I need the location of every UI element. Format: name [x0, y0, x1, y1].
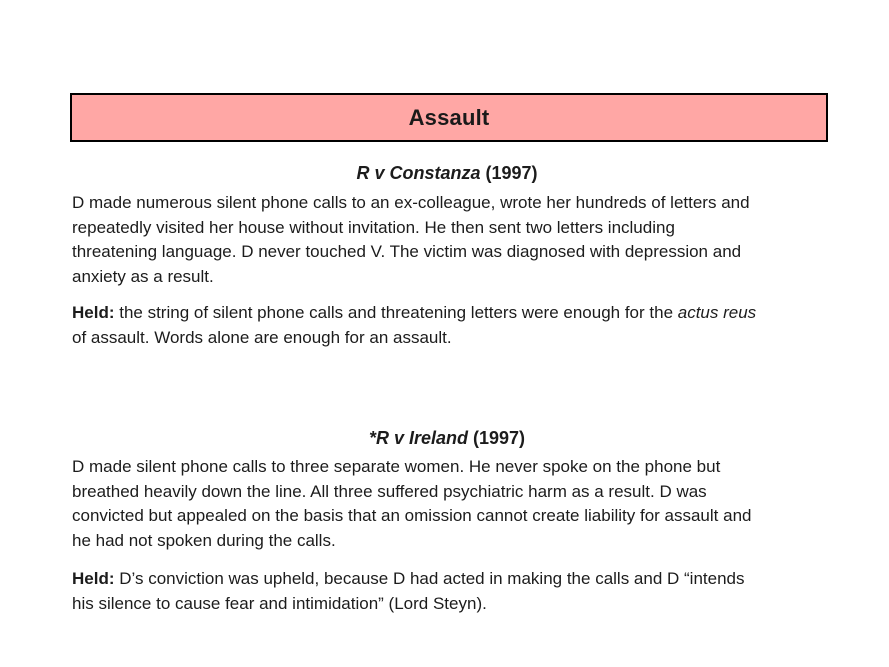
case-title-ireland: *R v Ireland (1997) — [368, 428, 526, 448]
case-held-constanza: Held: the string of silent phone calls and threatening letters were enough for the actus reus of assault. Words alone are enough for an assault. — [72, 303, 757, 347]
case-title-constanza: R v Constanza (1997) — [356, 163, 538, 183]
case-held-ireland: Held: D’s conviction was upheld, because D had acted in making the calls and D “intends his silence to cause fear and intimidation” (Lord Steyn). — [72, 569, 745, 613]
case-facts-ireland: D made silent phone calls to three separate women. He never spoke on the phone but breathed heavily down the line. All three suffered psychiatric harm as a result. D was convicted but appealed on the basis that an omission cannot create liability for assault and he had not spoken during the calls. — [72, 457, 752, 550]
section-title: Assault — [408, 104, 490, 130]
case-facts-constanza: D made numerous silent phone calls to an ex-colleague, wrote her hundreds of letters and repeatedly visited her house without invitation. He then sent two letters including threatening language. D never touched V. The victim was diagnosed with depression and anxiety as a result. — [72, 193, 750, 286]
assault-header-box — [70, 93, 828, 142]
